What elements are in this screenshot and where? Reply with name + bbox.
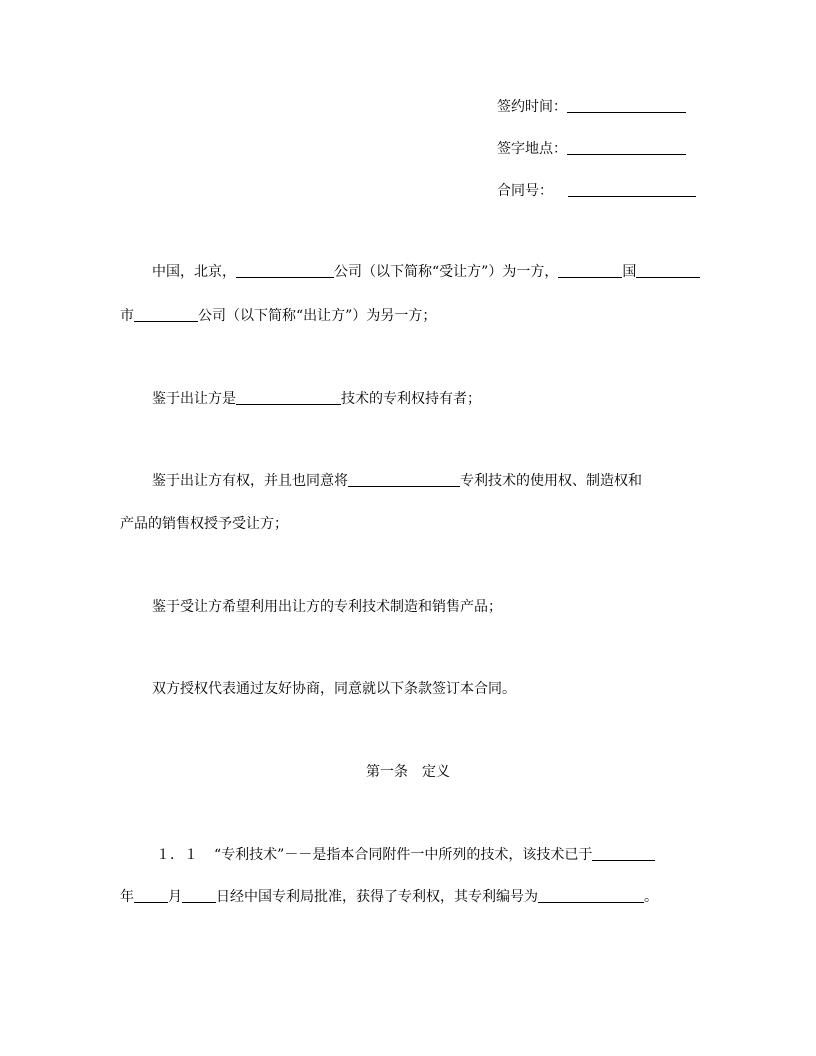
contract-no-row	[497, 181, 696, 201]
assignor-country-blank[interactable]	[558, 263, 622, 278]
clause-1-1-text-c: 月	[168, 889, 182, 905]
clause-1-1-text-a: “专利技术”－－是指本合同附件一中所列的技术，该技术已于	[214, 847, 593, 863]
p1-text-b: 公司（以下简称“受让方”）为一方，	[334, 264, 559, 280]
patent-tech-blank[interactable]	[236, 390, 341, 405]
preamble-p1-line2	[120, 306, 436, 326]
preamble-p4	[152, 597, 502, 617]
approval-date-blank[interactable]	[592, 846, 655, 861]
p1-text-d: 市	[120, 308, 134, 324]
assignee-company-blank[interactable]	[236, 263, 334, 278]
approval-year-blank[interactable]	[134, 888, 168, 903]
p4-text: 鉴于受让方希望利用出让方的专利技术制造和销售产品；	[152, 599, 502, 615]
sign-place-blank[interactable]	[567, 140, 686, 155]
p1-text-a: 中国，北京，	[152, 264, 236, 280]
contract-no-blank[interactable]	[568, 182, 696, 197]
assignor-city-blank[interactable]	[636, 263, 700, 278]
preamble-p3-line1	[152, 471, 642, 491]
p1-text-c: 国	[622, 264, 637, 280]
licensed-tech-blank[interactable]	[348, 472, 460, 487]
patent-number-blank[interactable]	[538, 888, 644, 903]
p2-text-b: 技术的专利权持有者；	[341, 391, 481, 407]
sign-time-row	[497, 97, 686, 117]
assignor-company-blank[interactable]	[134, 307, 198, 322]
contract-no-label: 合同号：	[497, 183, 553, 199]
clause-1-1-text-b: 年	[120, 889, 134, 905]
clause-1-1-line1	[156, 845, 655, 865]
sign-time-label: 签约时间：	[497, 99, 567, 115]
article-1-heading: 第一条 定义	[366, 764, 450, 780]
sign-place-row	[497, 139, 686, 159]
sign-place-label: 签字地点：	[497, 141, 567, 157]
p3-text-b: 专利技术的使用权、制造权和	[460, 473, 642, 489]
sign-time-blank[interactable]	[567, 98, 686, 113]
preamble-p3-line2	[120, 514, 288, 534]
clause-1-1-number: １．１	[156, 847, 198, 863]
clause-1-1-text-d: 日经中国专利局批准，获得了专利权，其专利编号为	[216, 889, 538, 905]
p1-text-e: 公司（以下简称“出让方”）为另一方；	[198, 308, 437, 324]
clause-1-1-line2	[120, 887, 658, 907]
p2-text-a: 鉴于出让方是	[152, 391, 236, 407]
p5-text: 双方授权代表通过友好协商，同意就以下条款签订本合同。	[152, 681, 516, 697]
preamble-p2	[152, 389, 481, 409]
p3-text-a: 鉴于出让方有权，并且也同意将	[152, 473, 348, 489]
clause-1-1-text-e: 。	[644, 889, 658, 905]
approval-month-blank[interactable]	[182, 888, 216, 903]
preamble-p1-line1	[152, 262, 700, 282]
p3-text-c: 产品的销售权授予受让方；	[120, 516, 288, 532]
preamble-p5	[152, 679, 516, 699]
